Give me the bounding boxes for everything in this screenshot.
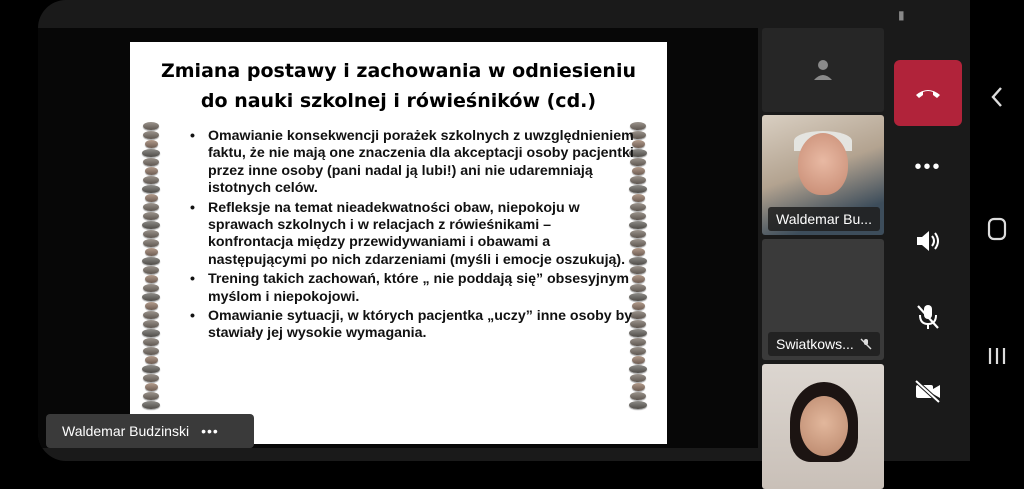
mic-off-icon [860,338,872,350]
slide-bullet: • Trening takich zachowań, które „ nie poddają się” obsesyjnym myślom i niepokojowi. [190,271,638,306]
participant-face [800,396,848,456]
call-controls [890,28,962,448]
hangup-button[interactable] [894,60,962,126]
slide-bullet: • Omawianie konsekwencji porażek szkolnych z uwzględnieniem faktu, że nie mają one znaczenia dla akceptacji osoby pacjentki przez inne osoby (pani nadal ją lubi!) ani nie udaremniają istotnych celów. [190,128,638,198]
person-icon [813,59,833,81]
more-horizontal-icon: ••• [914,155,942,178]
participant-face [798,133,848,195]
video-off-icon [913,379,943,403]
participant-name: Swiatkows... [776,336,854,352]
slide-bullet-list [190,128,638,345]
participant-name-chip [768,207,880,231]
presenter-name-chip[interactable] [46,414,254,448]
participant-tile-video[interactable] [762,364,884,489]
participant-name: Waldemar Bu... [776,211,872,227]
speaker-icon [914,229,942,253]
more-options-button[interactable] [894,134,962,200]
participant-tile-video[interactable] [762,115,884,235]
participant-name-chip [768,332,880,356]
more-horizontal-icon[interactable]: ••• [201,423,219,439]
system-navigation-bar [970,0,1024,461]
home-icon[interactable] [970,216,1024,248]
presentation-slide [130,42,667,444]
decorative-stone-column-left [140,122,162,412]
recents-icon[interactable] [970,345,1024,373]
slide-bullet: • Refleksje na temat nieadekwatności obaw, niepokoju w sprawach szkolnych i w relacjach z rówieśnikami – konfrontacja między przewidywaniami i obawami a następującymi po nich zdarzeniami (myśli i emocje oszukują). [190,200,638,270]
mic-off-icon [915,303,941,331]
shared-screen-stage [38,28,758,448]
phone-hangup-icon [914,86,942,100]
participant-tile-avatar[interactable] [762,28,884,112]
participant-tile-video-off[interactable] [762,239,884,360]
camera-button[interactable] [894,358,962,424]
battery-icon: ▮ [898,8,905,22]
speaker-button[interactable] [894,208,962,274]
slide-bullet: • Omawianie sytuacji, w których pacjentka „uczy” inne osoby by stawiały jej wysokie wymagania. [190,308,638,343]
microphone-button[interactable] [894,284,962,350]
slide-title: Zmiana postawy i zachowania w odniesieniu do nauki szkolnej i rówieśników (cd.) [160,60,636,112]
back-chevron-icon[interactable] [970,86,1024,114]
presenter-name: Waldemar Budzinski [62,423,190,439]
